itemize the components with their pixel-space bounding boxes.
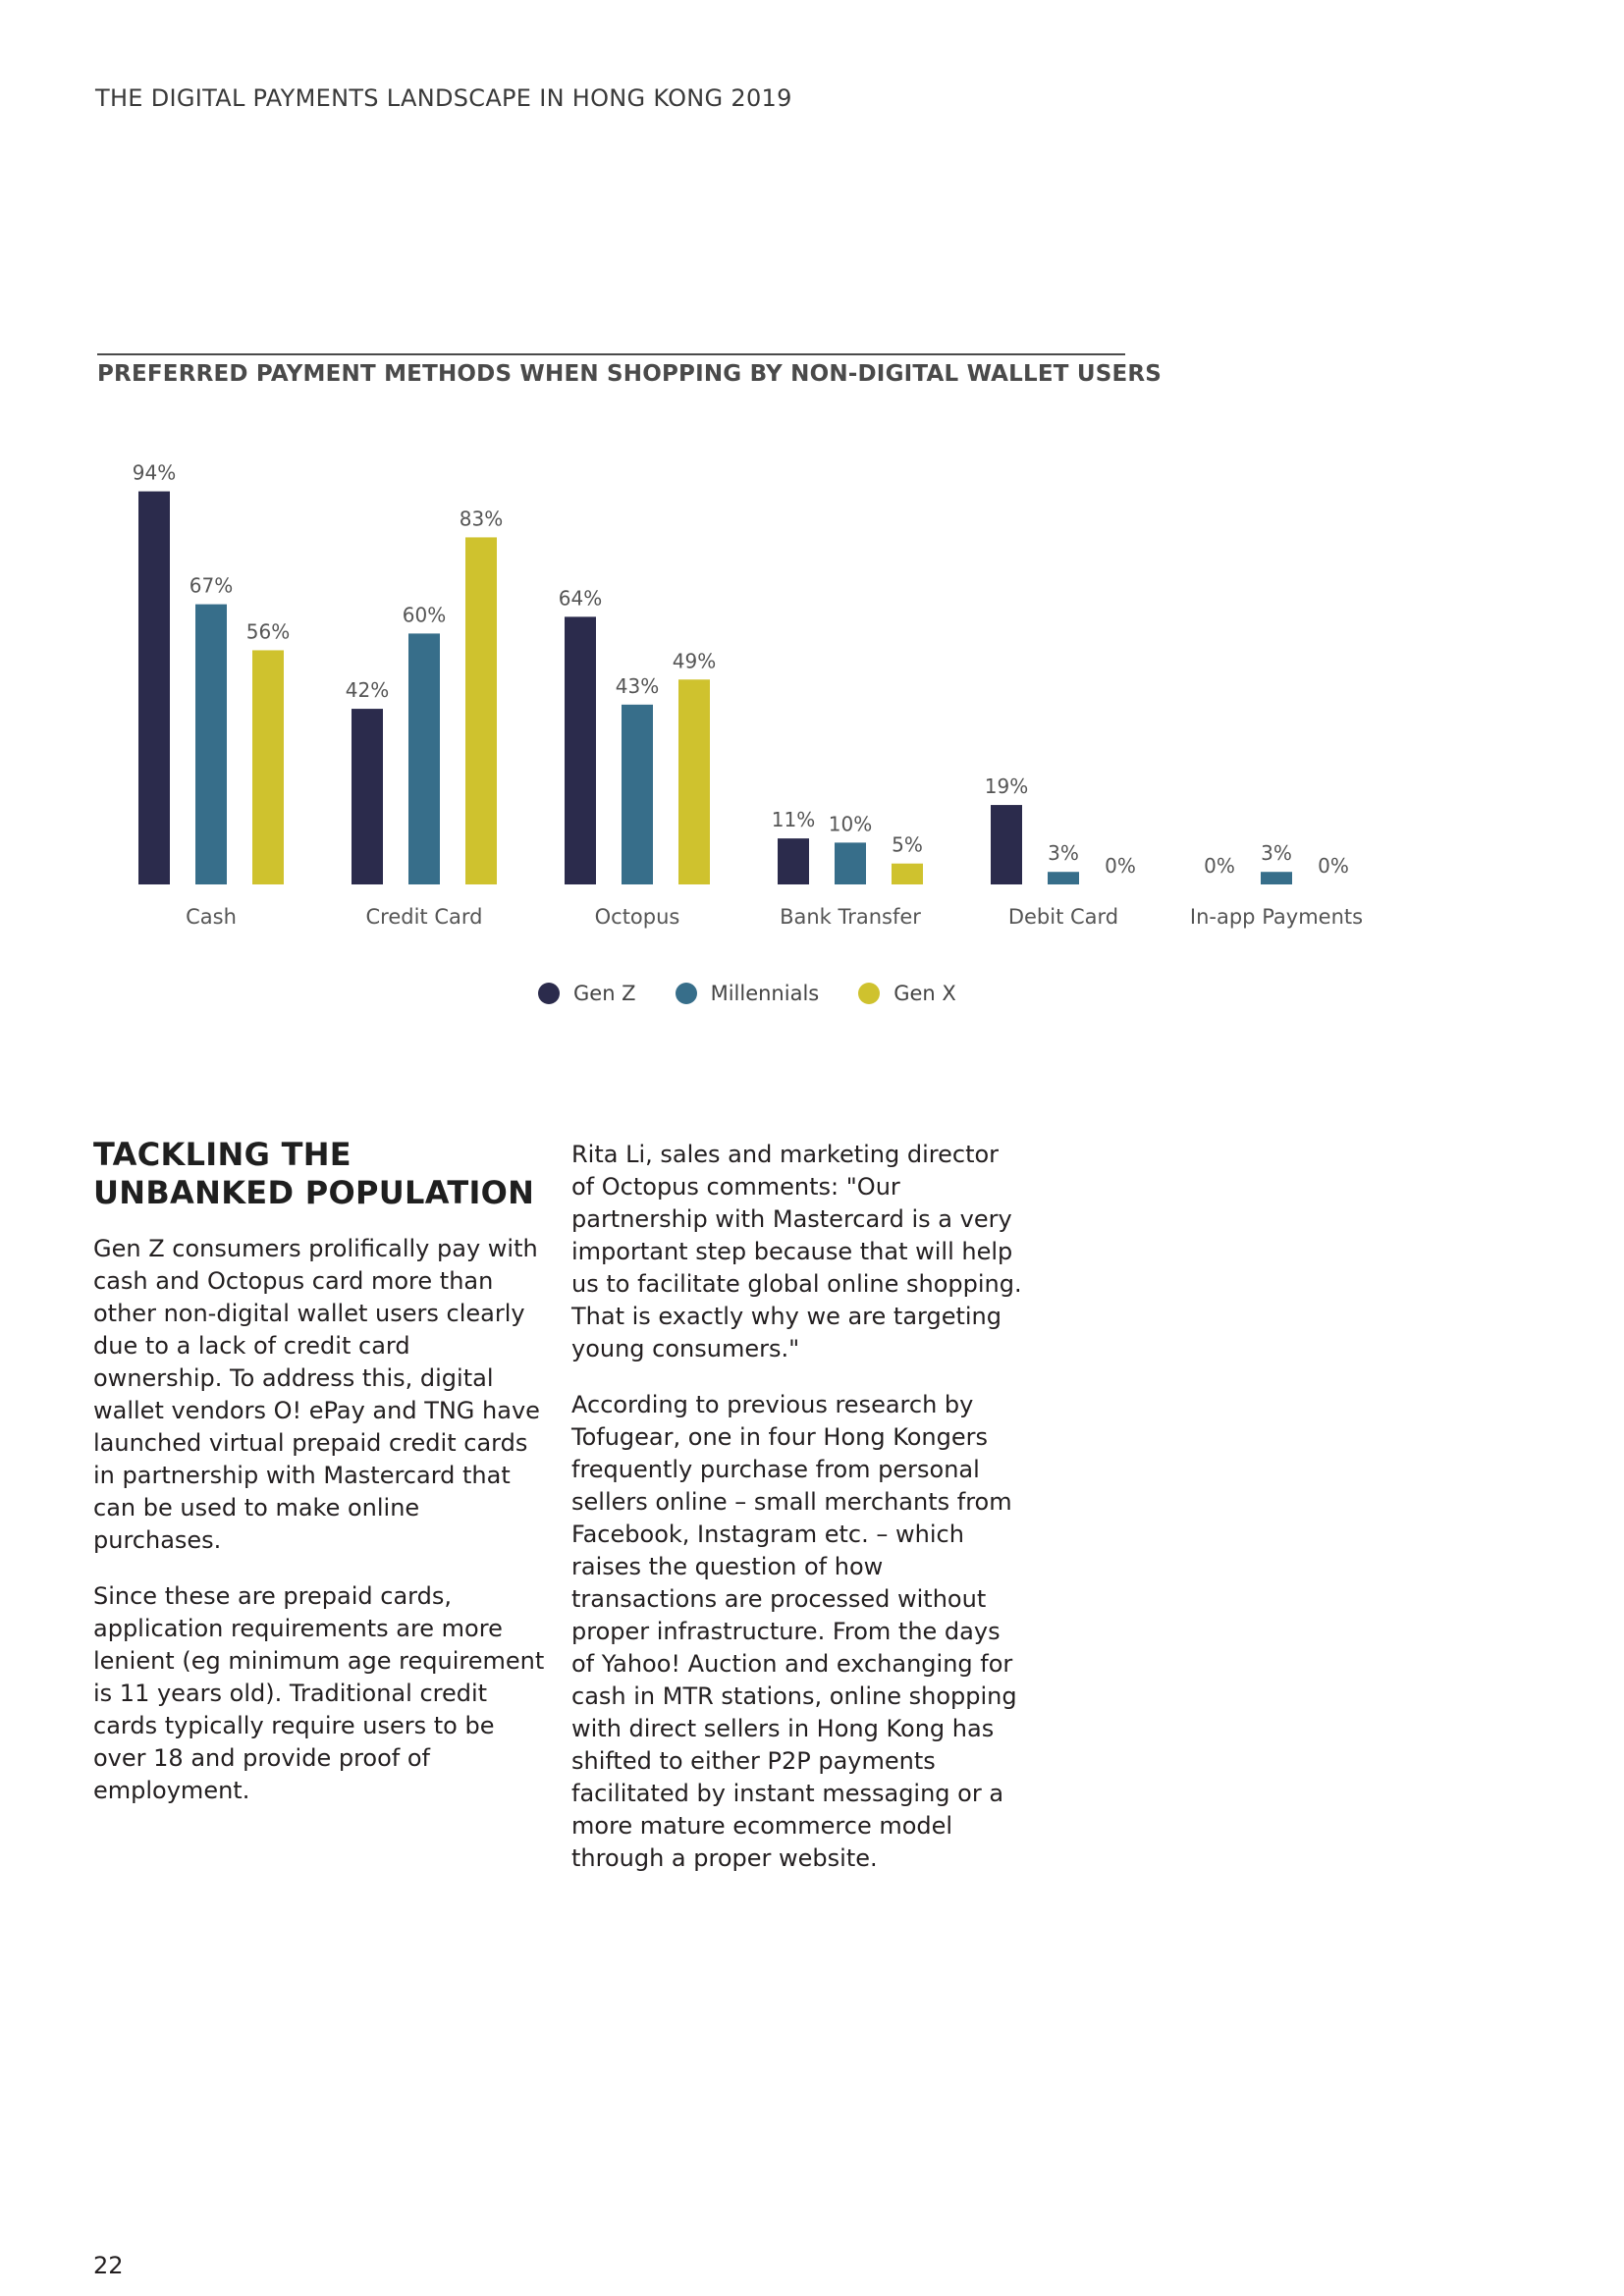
data-label: 83% bbox=[459, 507, 504, 531]
category-label: Bank Transfer bbox=[780, 905, 921, 929]
bar-gen-x bbox=[678, 679, 710, 884]
category-label: Octopus bbox=[594, 905, 680, 929]
legend-label-gen-x: Gen X bbox=[893, 982, 956, 1005]
data-label: 43% bbox=[615, 673, 660, 698]
bar-chart bbox=[0, 432, 1624, 1041]
right-text-column bbox=[571, 1139, 1023, 1898]
legend-swatch-millennials bbox=[676, 983, 697, 1004]
legend-item-gen-z bbox=[538, 982, 636, 1005]
bar-millennials bbox=[622, 705, 653, 884]
bar-gen-z bbox=[138, 492, 170, 884]
bar-gen-z bbox=[565, 616, 596, 884]
paragraph: Since these are prepaid cards, application requirements are more lenient (eg minimum age requirement is 11 years old). Traditional credit cards typically require users to be over 18 and provide proof of employment. bbox=[93, 1582, 545, 1804]
chart-top-rule bbox=[97, 353, 1125, 355]
bar-millennials bbox=[1048, 872, 1079, 884]
data-label: 11% bbox=[771, 808, 816, 832]
legend-item-gen-x bbox=[858, 982, 956, 1005]
paragraph: Gen Z consumers prolifically pay with cash and Octopus card more than other non-digital wallet users clearly due to a lack of credit card ownership. To address this, digital wallet vendors O! ePay and TNG have launched virtual prepaid credit cards in partnership with Mastercard that can be used to make online purchases. bbox=[93, 1235, 540, 1554]
bar-gen-x bbox=[252, 650, 284, 884]
bar-gen-z bbox=[991, 805, 1022, 884]
bar-gen-z bbox=[352, 709, 383, 884]
data-label: 5% bbox=[892, 832, 923, 857]
legend-swatch-gen-x bbox=[858, 983, 880, 1004]
chart-title: PREFERRED PAYMENT METHODS WHEN SHOPPING BY NON-DIGITAL WALLET USERS bbox=[97, 361, 1163, 387]
bar-millennials bbox=[1261, 872, 1292, 884]
document-header: THE DIGITAL PAYMENTS LANDSCAPE IN HONG KONG 2019 bbox=[95, 84, 792, 112]
data-label: 49% bbox=[672, 649, 717, 673]
page-number: 22 bbox=[93, 2252, 124, 2279]
category-label: Credit Card bbox=[365, 905, 483, 929]
data-label: 67% bbox=[189, 573, 234, 598]
data-label: 94% bbox=[132, 460, 177, 485]
data-label: 56% bbox=[245, 619, 291, 644]
data-label: 19% bbox=[984, 774, 1029, 799]
legend-label-millennials: Millennials bbox=[710, 982, 820, 1005]
legend-label-gen-z: Gen Z bbox=[573, 982, 636, 1005]
bar-gen-x bbox=[465, 537, 497, 884]
legend-swatch-gen-z bbox=[538, 983, 560, 1004]
bar-millennials bbox=[195, 605, 227, 884]
data-label: 0% bbox=[1105, 854, 1136, 878]
category-label: Cash bbox=[186, 905, 237, 929]
data-label: 10% bbox=[828, 812, 873, 836]
data-label: 3% bbox=[1048, 841, 1079, 866]
paragraph: According to previous research by Tofugear, one in four Hong Kongers frequently purchase from personal sellers online – small merchants from Facebook, Instagram etc. – which raises the question of how transactions are processed without proper infrastructure. From the days of Yahoo! Auction and exchanging for cash in MTR stations, online shopping with direct sellers in Hong Kong has shifted to either P2P payments facilitated by instant messaging or a more mature ecommerce model through a proper website. bbox=[571, 1391, 1017, 1872]
bar-gen-x bbox=[892, 864, 923, 884]
bar-millennials bbox=[408, 633, 440, 884]
left-text-column bbox=[93, 1233, 545, 1831]
data-label: 0% bbox=[1204, 854, 1235, 878]
category-label: In-app Payments bbox=[1189, 905, 1364, 929]
data-label: 64% bbox=[558, 586, 603, 611]
data-label: 0% bbox=[1318, 854, 1349, 878]
bar-gen-z bbox=[778, 838, 809, 884]
paragraph: Rita Li, sales and marketing director of Octopus comments: "Our partnership with Mastercard is a very important step because that will help us to facilitate global online shopping. That is exactly why we are targeting young consumers." bbox=[571, 1141, 1022, 1362]
data-label: 42% bbox=[345, 678, 390, 703]
chart-legend bbox=[538, 979, 956, 1008]
category-label: Debit Card bbox=[1007, 905, 1119, 929]
section-heading: TACKLING THE UNBANKED POPULATION bbox=[93, 1136, 535, 1211]
data-label: 3% bbox=[1261, 841, 1292, 866]
legend-item-millennials bbox=[676, 982, 820, 1005]
bar-millennials bbox=[835, 842, 866, 884]
data-label: 60% bbox=[402, 603, 447, 627]
